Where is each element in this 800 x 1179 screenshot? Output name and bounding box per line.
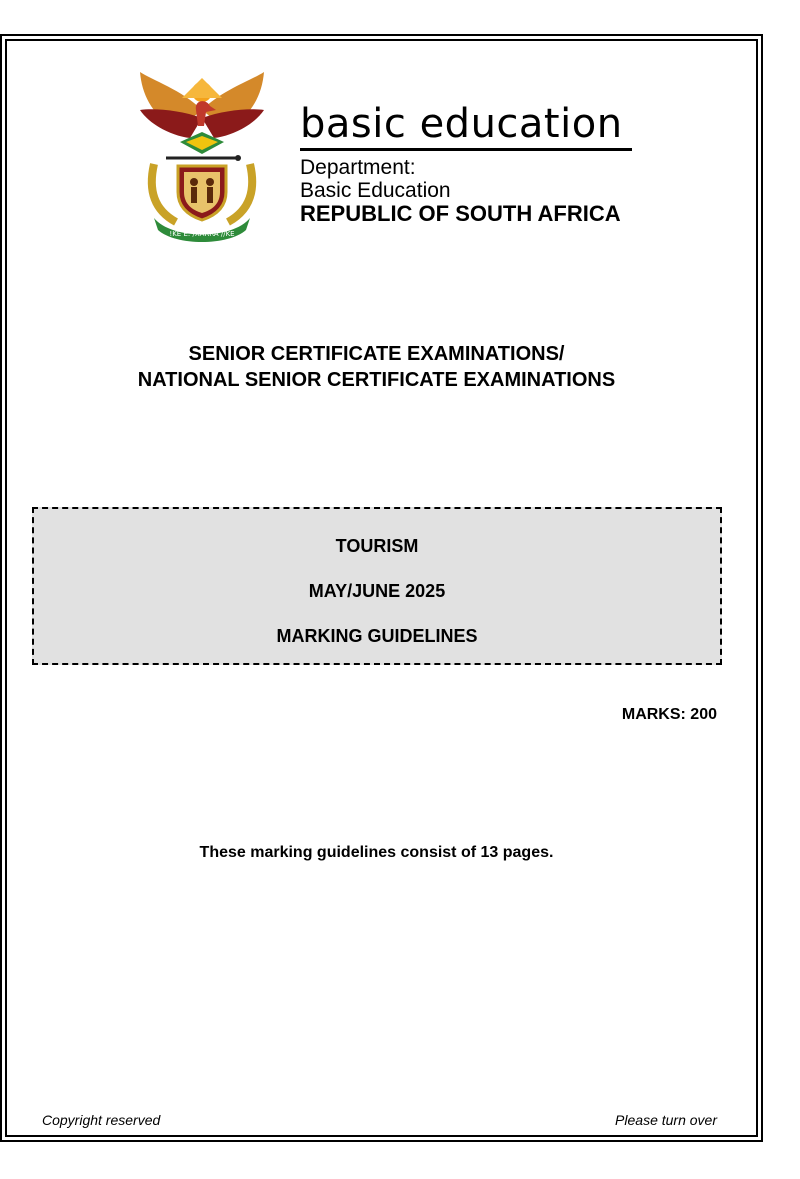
- coat-of-arms-icon: [132, 70, 272, 242]
- subject-name: TOURISM: [335, 536, 419, 556]
- document-type: MARKING GUIDELINES: [276, 626, 478, 646]
- exam-session: MAY/JUNE 2025: [308, 581, 446, 601]
- copyright-footer: Copyright reserved: [42, 1112, 161, 1128]
- country-name: REPUBLIC OF SOUTH AFRICA: [300, 201, 621, 226]
- department-label: Department:: [300, 156, 416, 179]
- exam-title-line-2: NATIONAL SENIOR CERTIFICATE EXAMINATIONS: [137, 369, 616, 391]
- subject-box: [32, 507, 722, 665]
- total-marks: MARKS: 200: [621, 706, 717, 723]
- turn-over-footer: Please turn over: [615, 1112, 717, 1128]
- department-name: Basic Education: [300, 179, 451, 202]
- brand-underline: [300, 148, 632, 151]
- brand-title: basic education: [300, 101, 623, 147]
- page-count-note: These marking guidelines consist of 13 pages.: [199, 844, 554, 861]
- exam-title-line-1: SENIOR CERTIFICATE EXAMINATIONS/: [188, 343, 565, 365]
- crest-motto: !KE E: /XARRA //KE: [169, 230, 235, 238]
